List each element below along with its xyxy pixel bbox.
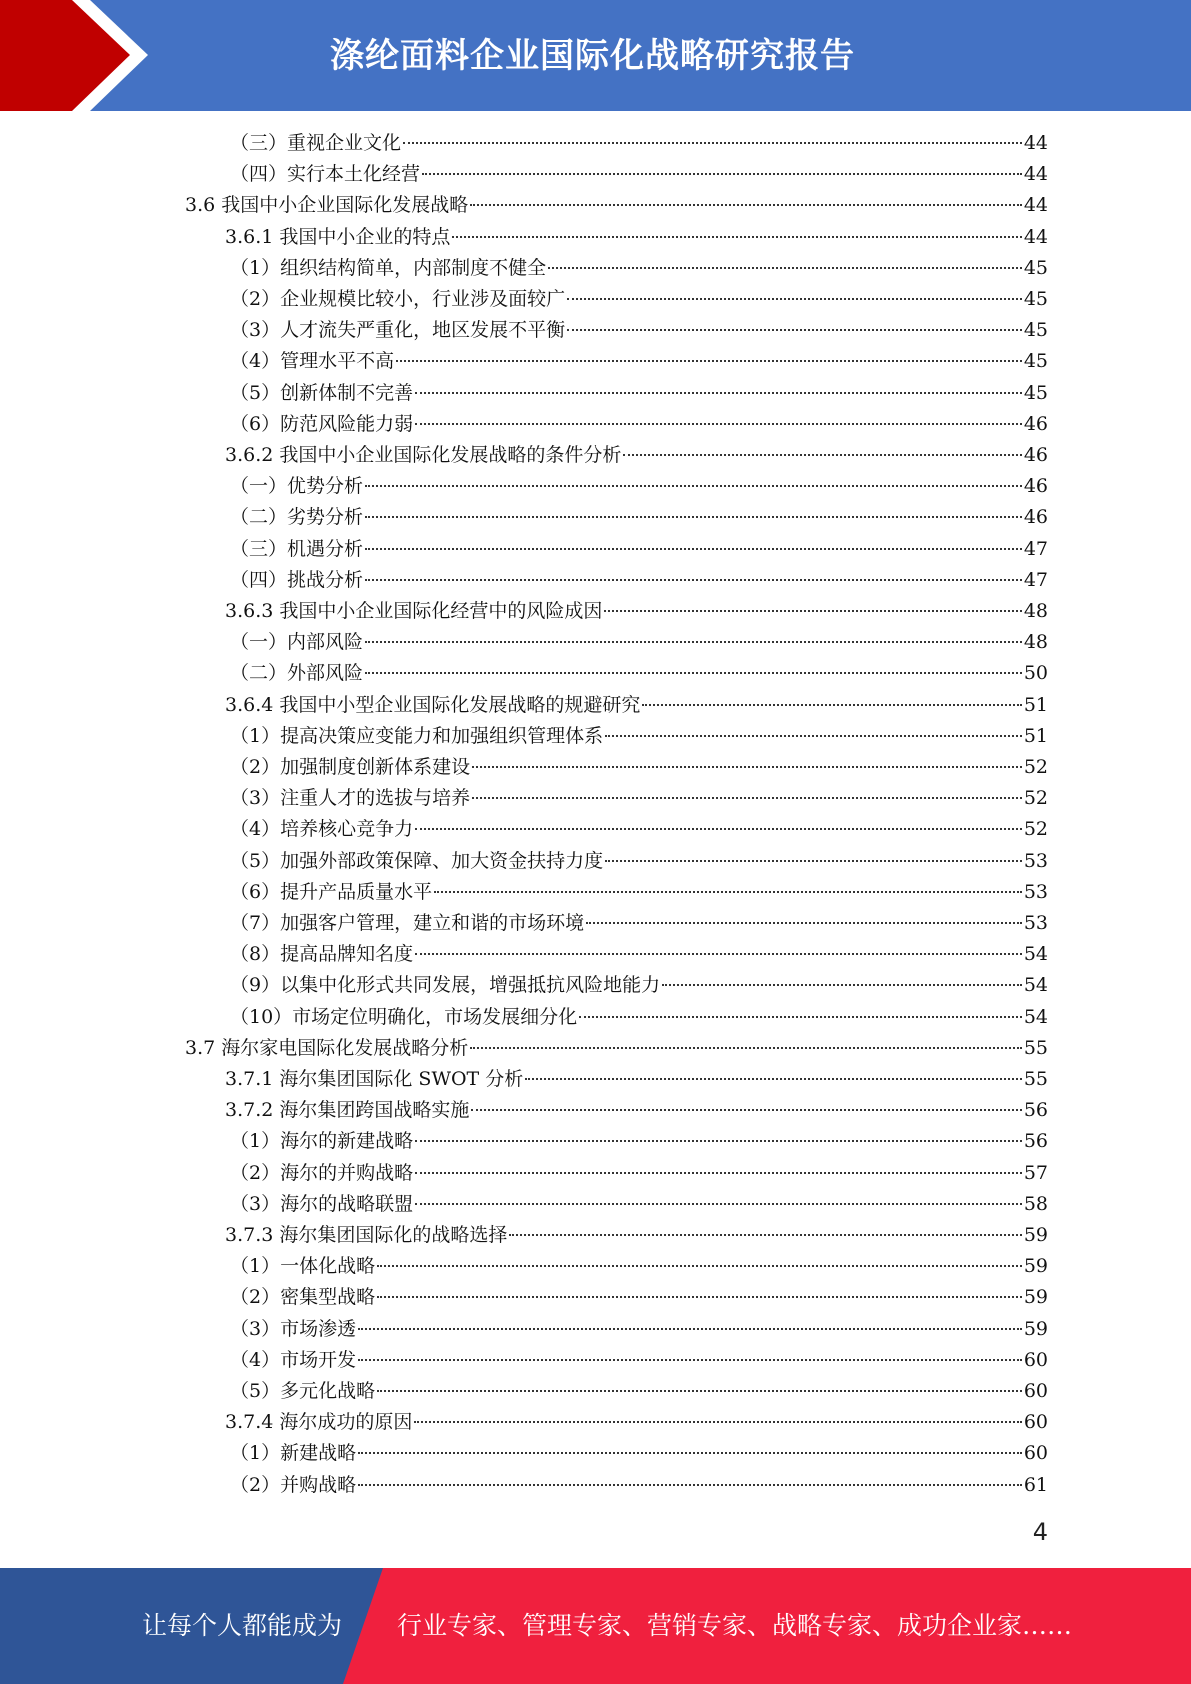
toc-entry-title: 3.7.4 海尔成功的原因 — [225, 1411, 413, 1434]
toc-dot-leader — [548, 267, 1022, 269]
toc-entry-page: 51 — [1023, 724, 1048, 747]
toc-dot-leader — [377, 1296, 1022, 1298]
toc-entry-page: 44 — [1023, 132, 1048, 154]
toc-dot-leader — [470, 204, 1022, 206]
toc-dot-leader — [365, 485, 1022, 487]
toc-entry-title: （2）密集型战略 — [230, 1286, 376, 1309]
toc-entry[interactable] — [230, 1470, 1048, 1501]
toc-dot-leader — [414, 1421, 1021, 1423]
toc-dot-leader — [604, 610, 1021, 612]
toc-entry[interactable] — [230, 409, 1048, 440]
toc-dot-leader — [415, 1140, 1022, 1142]
page-footer — [0, 1568, 1191, 1684]
toc-entry[interactable] — [230, 1438, 1048, 1469]
toc-entry-page: 60 — [1023, 1411, 1048, 1434]
document-title: 涤纶面料企业国际化战略研究报告 — [330, 36, 855, 76]
toc-entry-title: （5）多元化战略 — [230, 1380, 376, 1402]
toc-entry-title: 3.6.4 我国中小型企业国际化发展战略的规避研究 — [225, 693, 641, 716]
footer-slogan-right: 行业专家、管理专家、营销专家、战略专家、成功企业家…… — [397, 1611, 1073, 1640]
toc-entry-page: 44 — [1023, 163, 1048, 186]
page-number: 4 — [1032, 1518, 1048, 1546]
toc-dot-leader — [358, 1452, 1022, 1454]
toc-entry-title: （4）管理水平不高 — [230, 350, 395, 373]
toc-entry-title: 3.6.1 我国中小企业的特点 — [225, 225, 451, 248]
toc-entry[interactable] — [225, 1095, 1048, 1126]
toc-entry[interactable] — [230, 1314, 1048, 1345]
toc-entry-title: （8）提高品牌知名度 — [230, 943, 414, 966]
toc-entry-page: 46 — [1023, 412, 1048, 435]
toc-dot-leader — [567, 298, 1022, 300]
toc-entry-title: （二）劣势分析 — [230, 506, 364, 529]
toc-entry[interactable] — [230, 1251, 1048, 1282]
toc-dot-leader — [415, 828, 1022, 830]
toc-dot-leader — [365, 579, 1022, 581]
toc-entry-title: 3.7.2 海尔集团跨国战略实施 — [225, 1099, 470, 1122]
toc-dot-leader — [434, 891, 1022, 893]
toc-entry-page: 60 — [1023, 1380, 1048, 1402]
toc-dot-leader — [579, 1016, 1022, 1018]
toc-entry-page: 60 — [1023, 1348, 1048, 1371]
toc-entry-page: 54 — [1023, 1005, 1048, 1028]
toc-entry-page: 45 — [1023, 350, 1048, 373]
toc-entry-title: （1）提高决策应变能力和加强组织管理体系 — [230, 724, 604, 747]
toc-dot-leader — [358, 1359, 1022, 1361]
toc-entry-title: （6）提升产品质量水平 — [230, 880, 433, 903]
toc-dot-leader — [509, 1234, 1021, 1236]
toc-dot-leader — [415, 423, 1022, 425]
toc-entry[interactable] — [230, 1376, 1048, 1407]
toc-entry-page: 59 — [1023, 1224, 1048, 1246]
toc-dot-leader — [377, 1265, 1022, 1267]
toc-entry-title: （1）组织结构简单，内部制度不健全 — [230, 256, 547, 279]
toc-entry-title: （5）加强外部政策保障、加大资金扶持力度 — [230, 849, 604, 872]
toc-entry[interactable] — [230, 970, 1048, 1001]
toc-entry-title: （10）市场定位明确化，市场发展细分化 — [230, 1005, 578, 1028]
toc-entry-title: （二）外部风险 — [230, 662, 364, 685]
toc-entry-title: （2）企业规模比较小，行业涉及面较广 — [230, 288, 566, 310]
toc-dot-leader — [403, 142, 1022, 144]
toc-entry[interactable] — [230, 534, 1048, 565]
toc-entry[interactable] — [230, 783, 1048, 814]
toc-entry[interactable] — [225, 1407, 1048, 1438]
toc-entry-page: 47 — [1023, 537, 1048, 560]
toc-entry-page: 53 — [1023, 880, 1048, 903]
toc-entry-title: （1）海尔的新建战略 — [230, 1130, 414, 1153]
toc-entry-title: （6）防范风险能力弱 — [230, 412, 414, 435]
toc-entry-page: 52 — [1023, 787, 1048, 810]
toc-entry-title: （2）海尔的并购战略 — [230, 1161, 414, 1184]
toc-dot-leader — [605, 735, 1022, 737]
toc-dot-leader — [365, 548, 1022, 550]
toc-entry[interactable] — [185, 1033, 1048, 1064]
toc-entry-page: 52 — [1023, 756, 1048, 778]
toc-entry[interactable] — [230, 128, 1048, 159]
toc-entry-title: （一）内部风险 — [230, 631, 364, 654]
toc-entry-title: （3）海尔的战略联盟 — [230, 1192, 414, 1215]
toc-entry[interactable] — [230, 284, 1048, 315]
toc-entry-page: 55 — [1023, 1036, 1048, 1059]
toc-dot-leader — [415, 1203, 1022, 1205]
footer-slogan-left: 让每个人都能成为 — [142, 1611, 343, 1640]
toc-dot-leader — [525, 1078, 1022, 1080]
toc-entry-page: 56 — [1023, 1130, 1048, 1153]
toc-entry[interactable] — [225, 1064, 1048, 1095]
toc-entry[interactable] — [230, 502, 1048, 533]
toc-entry-title: （9）以集中化形式共同发展，增强抵抗风险地能力 — [230, 974, 661, 997]
toc-entry-title: （1）新建战略 — [230, 1442, 357, 1465]
toc-dot-leader — [472, 797, 1022, 799]
toc-entry[interactable] — [225, 222, 1048, 253]
toc-entry[interactable] — [230, 814, 1048, 845]
toc-dot-leader — [365, 641, 1022, 643]
toc-entry-title: 3.7.3 海尔集团国际化的战略选择 — [225, 1224, 508, 1246]
toc-entry[interactable] — [230, 627, 1048, 658]
toc-entry-title: （3）人才流失严重化，地区发展不平衡 — [230, 319, 566, 342]
toc-entry-page: 56 — [1023, 1099, 1048, 1122]
toc-dot-leader — [415, 953, 1022, 955]
toc-entry-title: （3）市场渗透 — [230, 1317, 357, 1340]
toc-entry-page: 45 — [1023, 319, 1048, 342]
toc-dot-leader — [415, 1172, 1022, 1174]
toc-entry[interactable] — [225, 596, 1048, 627]
toc-entry-title: 3.6 我国中小企业国际化发展战略 — [185, 194, 469, 217]
toc-dot-leader — [605, 860, 1022, 862]
toc-entry-page: 44 — [1023, 194, 1048, 217]
toc-entry-title: （7）加强客户管理，建立和谐的市场环境 — [230, 912, 585, 934]
toc-dot-leader — [662, 984, 1022, 986]
toc-entry-page: 45 — [1023, 256, 1048, 279]
toc-entry[interactable] — [230, 565, 1048, 596]
toc-entry[interactable] — [230, 159, 1048, 190]
toc-entry[interactable] — [230, 1002, 1048, 1033]
toc-entry-title: （四）挑战分析 — [230, 568, 364, 591]
toc-entry[interactable] — [230, 846, 1048, 877]
toc-entry-page: 54 — [1023, 974, 1048, 997]
toc-entry-page: 45 — [1023, 381, 1048, 404]
toc-entry[interactable] — [230, 908, 1048, 939]
toc-entry-title: （2）并购战略 — [230, 1473, 357, 1496]
toc-entry-title: （4）市场开发 — [230, 1348, 357, 1371]
toc-entry-page: 46 — [1023, 444, 1048, 466]
toc-dot-leader — [396, 360, 1022, 362]
toc-dot-leader — [422, 173, 1022, 175]
toc-entry-page: 59 — [1023, 1317, 1048, 1340]
toc-entry-page: 46 — [1023, 506, 1048, 529]
toc-entry-title: （三）重视企业文化 — [230, 132, 402, 154]
toc-entry[interactable] — [230, 1345, 1048, 1376]
toc-entry-title: （4）培养核心竞争力 — [230, 818, 414, 841]
toc-entry-title: （三）机遇分析 — [230, 537, 364, 560]
toc-entry[interactable] — [230, 721, 1048, 752]
toc-entry[interactable] — [230, 752, 1048, 783]
toc-entry-page: 50 — [1023, 662, 1048, 685]
toc-dot-leader — [365, 672, 1022, 674]
toc-dot-leader — [471, 1109, 1021, 1111]
toc-entry[interactable] — [230, 471, 1048, 502]
toc-dot-leader — [415, 392, 1022, 394]
toc-entry[interactable] — [230, 1158, 1048, 1189]
toc-dot-leader — [586, 922, 1022, 924]
toc-dot-leader — [472, 766, 1022, 768]
toc-entry-title: 3.6.2 我国中小企业国际化发展战略的条件分析 — [225, 444, 622, 466]
toc-entry-page: 57 — [1023, 1161, 1048, 1184]
toc-entry[interactable] — [225, 690, 1048, 721]
toc-entry-title: （3）注重人才的选拔与培养 — [230, 787, 471, 810]
toc-entry[interactable] — [230, 877, 1048, 908]
toc-entry[interactable] — [225, 440, 1048, 471]
toc-entry-title: （一）优势分析 — [230, 475, 364, 498]
toc-entry-title: 3.7.1 海尔集团国际化 SWOT 分析 — [225, 1068, 524, 1090]
toc-entry-page: 54 — [1023, 943, 1048, 966]
toc-entry-page: 53 — [1023, 849, 1048, 872]
toc-entry-title: （四）实行本土化经营 — [230, 163, 421, 186]
toc-entry-page: 48 — [1023, 600, 1048, 622]
toc-entry-page: 60 — [1023, 1442, 1048, 1465]
toc-entry-page: 52 — [1023, 818, 1048, 841]
toc-entry-title: （5）创新体制不完善 — [230, 381, 414, 404]
toc-entry-page: 48 — [1023, 631, 1048, 654]
toc-entry[interactable] — [230, 939, 1048, 970]
toc-dot-leader — [358, 1484, 1022, 1486]
toc-entry-page: 59 — [1023, 1255, 1048, 1278]
toc-entry-page: 46 — [1023, 475, 1048, 498]
toc-entry[interactable] — [230, 1189, 1048, 1220]
toc-entry[interactable] — [230, 658, 1048, 689]
toc-dot-leader — [358, 1328, 1022, 1330]
toc-entry-page: 44 — [1023, 225, 1048, 248]
toc-dot-leader — [377, 1390, 1022, 1392]
toc-entry-page: 61 — [1023, 1473, 1048, 1496]
toc-entry-page: 53 — [1023, 912, 1048, 934]
toc-entry-title: 3.6.3 我国中小企业国际化经营中的风险成因 — [225, 600, 603, 622]
toc-entry-page: 58 — [1023, 1192, 1048, 1215]
toc-dot-leader — [642, 704, 1021, 706]
toc-entry-title: 3.7 海尔家电国际化发展战略分析 — [185, 1036, 469, 1059]
toc-dot-leader — [365, 516, 1022, 518]
toc-entry[interactable] — [230, 253, 1048, 284]
toc-dot-leader — [452, 236, 1021, 238]
toc-entry-page: 55 — [1023, 1068, 1048, 1090]
page-header — [0, 0, 1191, 111]
toc-entry-page: 47 — [1023, 568, 1048, 591]
toc-entry-title: （1）一体化战略 — [230, 1255, 376, 1278]
toc-entry[interactable] — [230, 315, 1048, 346]
toc-entry-page: 59 — [1023, 1286, 1048, 1309]
toc-entry-title: （2）加强制度创新体系建设 — [230, 756, 471, 778]
toc-entry[interactable] — [225, 1220, 1048, 1251]
toc-entry[interactable] — [230, 1282, 1048, 1313]
toc-entry[interactable] — [230, 1126, 1048, 1157]
toc-dot-leader — [470, 1047, 1022, 1049]
toc-entry[interactable] — [185, 190, 1048, 221]
toc-entry-page: 51 — [1023, 693, 1048, 716]
toc-entry[interactable] — [230, 346, 1048, 377]
toc-entry-page: 45 — [1023, 288, 1048, 310]
toc-entry[interactable] — [230, 378, 1048, 409]
toc-dot-leader — [567, 329, 1022, 331]
toc-dot-leader — [623, 454, 1021, 456]
